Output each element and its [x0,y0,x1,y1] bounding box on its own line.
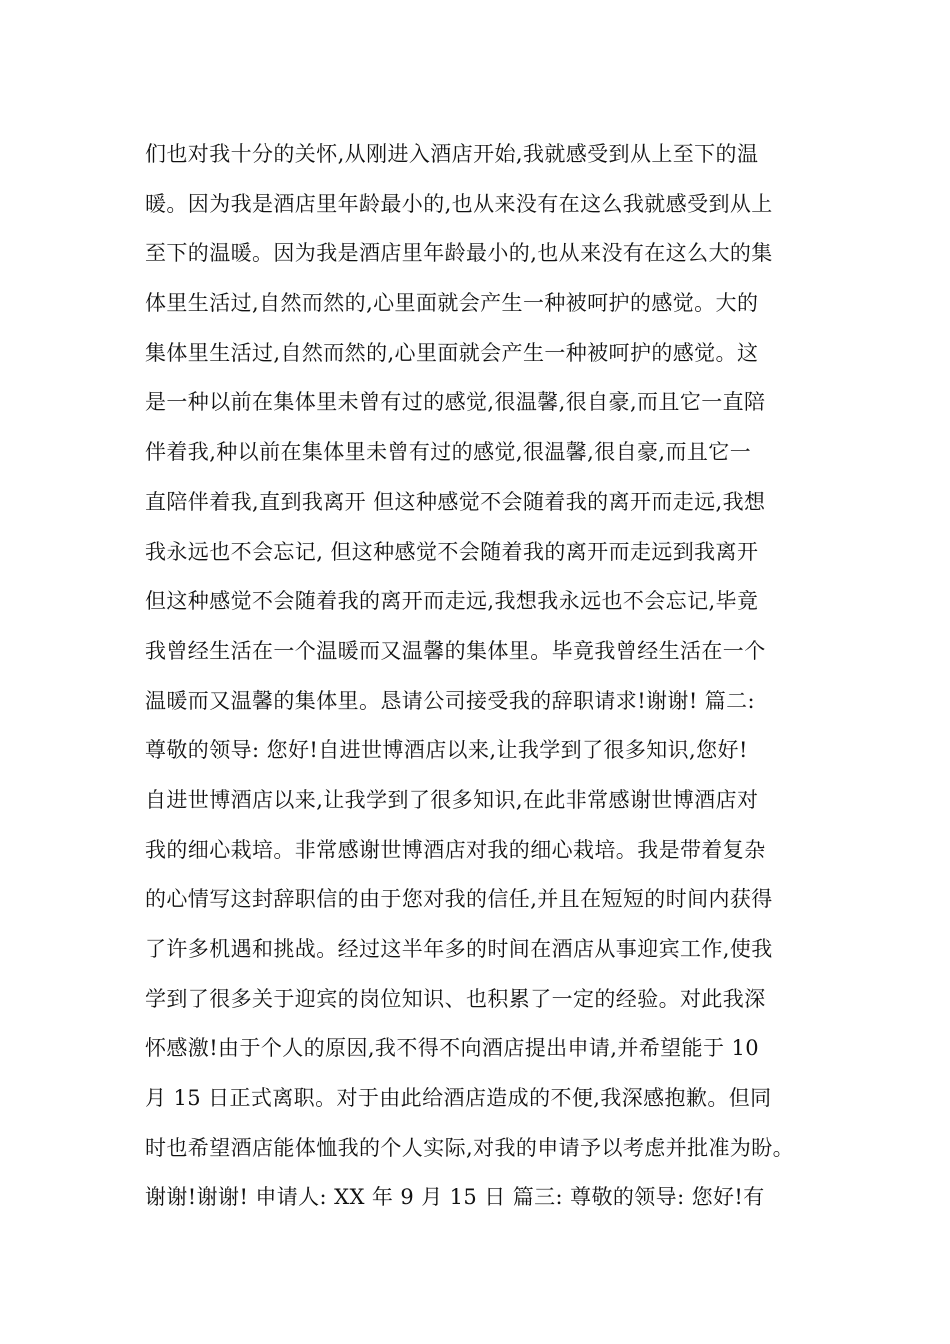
text-line: 我永远也不会忘记, 但这种感觉不会随着我的离开而走远到我离开 [145,539,759,564]
text-line: 怀感激!由于个人的原因,我不得不向酒店提出申请,并希望能于 10 [145,1036,759,1061]
text-line: 尊敬的领导: 您好!自进世博酒店以来,让我学到了很多知识,您好! [145,738,748,763]
text-line: 谢谢!谢谢! 申请人: XX 年 9 月 15 日 篇三: 尊敬的领导: 您好!有 [145,1185,765,1210]
text-line: 学到了很多关于迎宾的岗位知识、也积累了一定的经验。对此我深 [145,986,766,1011]
text-line: 暖。因为我是酒店里年龄最小的,也从来没有在这么我就感受到从上 [145,191,773,216]
text-line: 我曾经生活在一个温暖而又温馨的集体里。毕竟我曾经生活在一个 [145,638,766,663]
text-line: 月 15 日正式离职。对于由此给酒店造成的不便,我深感抱歉。但同 [145,1086,772,1111]
text-line: 时也希望酒店能体恤我的个人实际,对我的申请予以考虑并批准为盼。 [145,1135,795,1160]
text-line: 们也对我十分的关怀,从刚进入酒店开始,我就感受到从上至下的温 [145,142,759,166]
body-text [145,130,825,1223]
text-line: 我的细心栽培。非常感谢世博酒店对我的细心栽培。我是带着复杂 [145,837,766,862]
text-line: 温暖而又温馨的集体里。恳请公司接受我的辞职请求!谢谢! 篇二: [145,688,756,713]
text-line: 集体里生活过,自然而然的,心里面就会产生一种被呵护的感觉。这 [145,340,759,365]
text-line: 但这种感觉不会随着我的离开而走远,我想我永远也不会忘记,毕竟 [145,589,759,614]
text-line: 直陪伴着我,直到我离开 但这种感觉不会随着我的离开而走远,我想 [145,489,766,514]
text-line: 了许多机遇和挑战。经过这半年多的时间在酒店从事迎宾工作,使我 [145,937,773,961]
text-line: 是一种以前在集体里未曾有过的感觉,很温馨,很自豪,而且它一直陪 [145,390,766,415]
text-line: 的心情写这封辞职信的由于您对我的信任,并且在短短的时间内获得 [145,887,773,912]
text-line: 自进世博酒店以来,让我学到了很多知识,在此非常感谢世博酒店对 [145,787,759,812]
text-line: 体里生活过,自然而然的,心里面就会产生一种被呵护的感觉。大的 [145,291,759,316]
text-line: 伴着我,种以前在集体里未曾有过的感觉,很温馨,很自豪,而且它一 [145,440,752,465]
text-line: 至下的温暖。因为我是酒店里年龄最小的,也从来没有在这么大的集 [145,241,773,266]
